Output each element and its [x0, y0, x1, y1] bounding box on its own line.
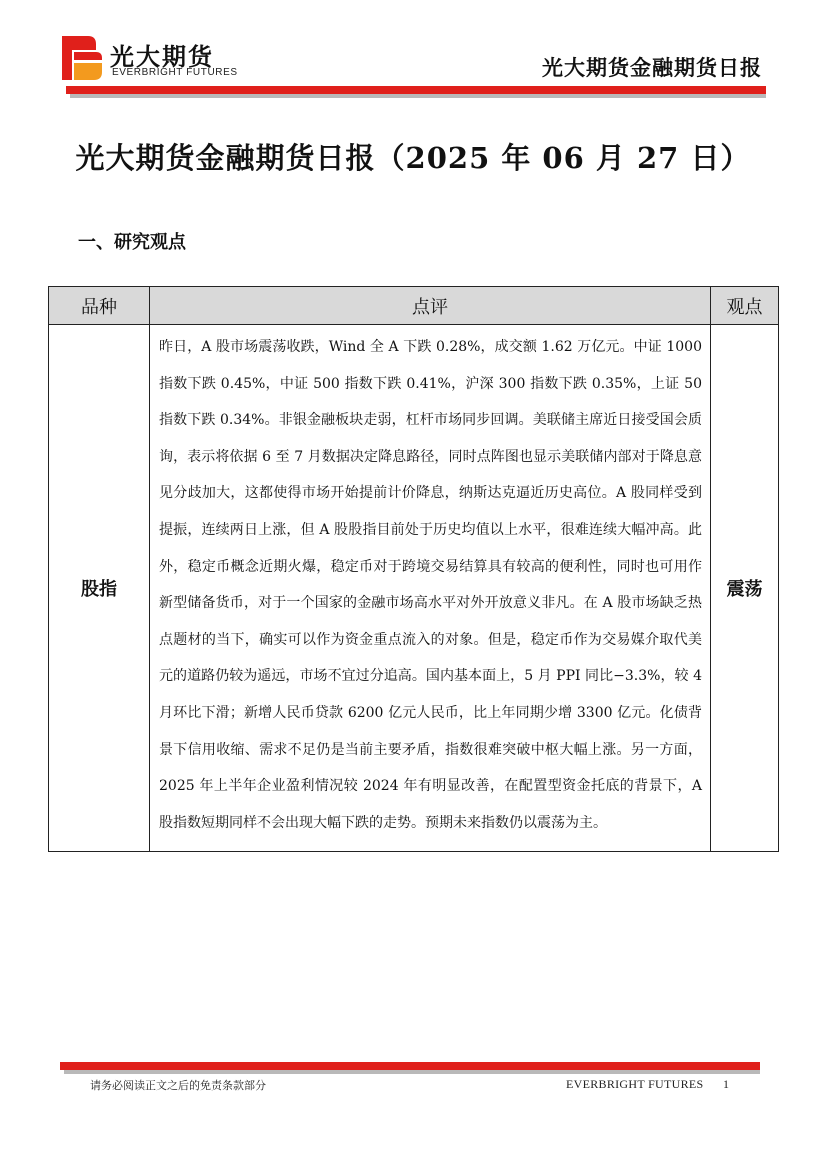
- research-table: [48, 286, 779, 852]
- view-cell: 震荡: [711, 325, 779, 852]
- header-rule-shadow: [70, 94, 766, 98]
- page-number: 1: [723, 1077, 729, 1091]
- brand-name-en: EVERBRIGHT FUTURES: [112, 67, 238, 78]
- section-heading: 一、研究观点: [78, 232, 186, 253]
- disclaimer-text: 请务必阅读正文之后的免责条款部分: [90, 1079, 266, 1092]
- header-rule: [66, 86, 766, 94]
- page-header: [0, 0, 826, 100]
- table-row: [49, 325, 779, 852]
- column-header-comment: 点评: [150, 287, 711, 325]
- footer-rule-shadow: [64, 1070, 760, 1074]
- footer-company: EVERBRIGHT FUTURES: [566, 1077, 704, 1091]
- footer-rule: [60, 1062, 760, 1070]
- brand-name-cn: 光大期货: [110, 43, 214, 71]
- table-header-row: [49, 287, 779, 325]
- report-name: 光大期货金融期货日报: [542, 56, 762, 80]
- document-title: 光大期货金融期货日报（2025 年 06 月 27 日）: [75, 141, 751, 175]
- category-cell: 股指: [49, 325, 150, 852]
- comment-cell: 昨日，A 股市场震荡收跌，Wind 全 A 下跌 0.28%，成交额 1.62 万亿元。中证 1000 指数下跌 0.45%，中证 500 指数下跌 0.41%，沪深 300 指数下跌 0.35%，上证 50 指数下跌 0.34%。非银金融板块走弱，杠杆市场同步回调。美联储主席近日接受国会质询，表示将依据 6 至 7 月数据决定降息路径，同时点阵图也显示美联储内部对于降息意见分歧加大，这都使得市场开始提前计价降息，纳斯达克逼近历史高位。A 股同样受到提振，连续两日上涨，但 A 股股指目前处于历史均值以上水平，很难连续大幅冲高。此外，稳定币概念近期火爆，稳定币对于跨境交易结算具有较高的便利性，同时也可用作新型储备货币，对于一个国家的金融市场高水平对外开放意义非凡。在 A 股市场缺乏热点题材的当下，确实可以作为资金重点流入的对象。但是，稳定币作为交易媒介取代美元的道路仍较为遥远，市场不宜过分追高。国内基本面上，5 月 PPI 同比−3.3%，较 4 月环比下滑；新增人民币贷款 6200 亿元人民币，比上年同期少增 3300 亿元。化债背景下信用收缩、需求不足仍是当前主要矛盾，指数很难突破中枢大幅上涨。另一方面，2025 年上半年企业盈利情况较 2024 年有明显改善，在配置型资金托底的背景下，A 股指数短期同样不会出现大幅下跌的走势。预期未来指数仍以震荡为主。: [150, 325, 711, 852]
- column-header-view: 观点: [711, 287, 779, 325]
- everbright-logo-icon: [62, 36, 102, 80]
- column-header-category: 品种: [49, 287, 150, 325]
